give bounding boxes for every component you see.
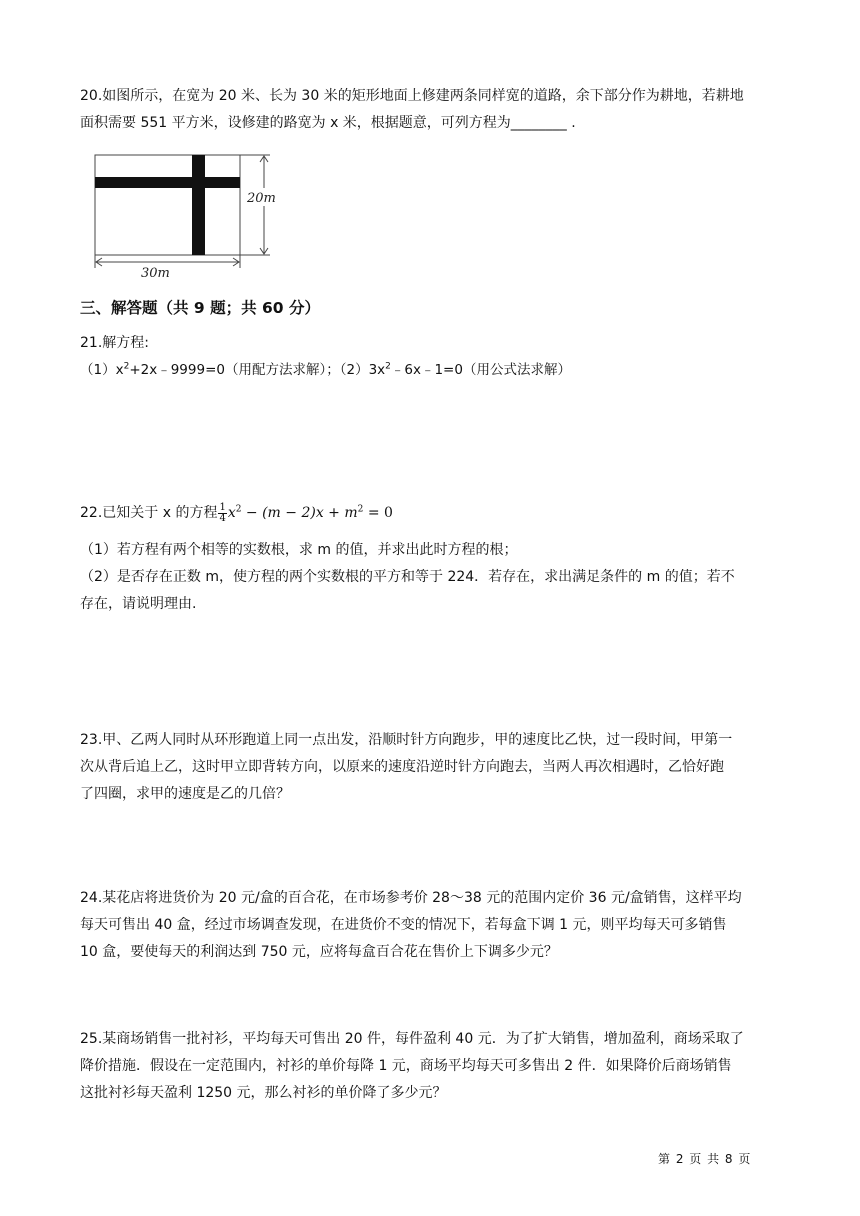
question-22-part-1: （1）若方程有两个相等的实数根，求 m 的值，并求出此时方程的根； (80, 542, 518, 558)
vertical-road (192, 155, 205, 255)
question-20-line-1: 20.如图所示，在宽为 20 米、长为 30 米的矩形地面上修建两条同样宽的道路，余下部分作为耕地，若耕地 (80, 88, 744, 104)
question-24-line-2: 每天可售出 40 盒，经过市场调查发现，在进货价不变的情况下，若每盒下调 1 元，则平均每天可多销售 (80, 917, 727, 933)
question-24-line-3: 10 盒，要使每天的利润达到 750 元，应将每盒百合花在售价上下调多少元？ (80, 944, 558, 960)
question-25-line-3: 这批衬衫每天盈利 1250 元，那么衬衫的单价降了多少元？ (80, 1085, 447, 1101)
eq-x: x (227, 505, 236, 521)
question-23-line-1: 23.甲、乙两人同时从环形跑道上同一点出发，沿顺时针方向跑步，甲的速度比乙快，过一段时间，甲第一 (80, 732, 733, 748)
question-25-line-1: 25.某商场销售一批衬衫，平均每天可售出 20 件，每件盈利 40 元．为了扩大销售，增加盈利，商场采取了 (80, 1031, 744, 1047)
page-footer: 第 2 页 共 8 页 (658, 1152, 752, 1166)
road-rectangle-figure (88, 150, 288, 280)
question-21-intro: 21.解方程: (80, 335, 149, 351)
q21-part1-sup: 2 (123, 361, 130, 372)
eq-sup-2: 2 (357, 504, 364, 515)
question-22-equation (217, 501, 393, 524)
width-label: 30m (141, 266, 170, 280)
question-25-line-2: 降价措施．假设在一定范围内，衬衫的单价每降 1 元，商场平均每天可多售出 2 件．如果降价后商场销售 (80, 1058, 732, 1074)
question-22-parts (80, 537, 780, 618)
question-22 (80, 500, 780, 527)
horizontal-road (95, 177, 240, 188)
q21-part1-rest: +2x﹣9999=0（用配方法求解）；（2）3x (129, 362, 386, 378)
q21-part1-prefix: （1）x (80, 362, 124, 378)
eq-middle: − (m − 2)x + m (241, 505, 358, 521)
eq-sup-1: 2 (235, 504, 242, 515)
question-24-line-1: 24.某花店将进货价为 20 元/盒的百合花，在市场参考价 28～38 元的范围内定价 36 元/盒销售，这样平均 (80, 890, 742, 906)
question-20-line-2: 面积需要 551 平方米，设修建的路宽为 x 米，根据题意，可列方程为________ . (80, 115, 576, 131)
field-rectangle (95, 155, 240, 255)
section-3-heading: 三、解答题（共 9 题；共 60 分） (80, 299, 320, 317)
question-24 (80, 885, 780, 966)
question-22-part-2-line-2: 存在，请说明理由. (80, 596, 197, 612)
question-22-intro-line (80, 500, 780, 527)
question-20 (80, 83, 780, 137)
question-23 (80, 727, 780, 808)
question-23-line-3: 了四圈，求甲的速度是乙的几倍？ (80, 786, 290, 802)
fraction-denominator: 4 (219, 512, 226, 524)
question-25 (80, 1026, 780, 1107)
question-22-intro: 22.已知关于 x 的方程 (80, 505, 218, 521)
q21-part2-rest: ﹣6x﹣1=0（用公式法求解） (390, 362, 571, 378)
question-21 (80, 330, 780, 384)
q21-part2-sup: 2 (385, 361, 391, 372)
eq-end: = 0 (363, 505, 393, 521)
question-23-line-2: 次从背后追上乙，这时甲立即背转方向，以原来的速度沿逆时针方向跑去，当两人再次相遇时，乙恰好跑 (80, 759, 724, 775)
equation-fraction (218, 503, 226, 524)
question-21-parts (80, 357, 780, 384)
height-label: 20m (247, 191, 276, 206)
fraction-numerator: 1 (219, 501, 226, 513)
question-22-part-2-line-1: （2）是否存在正数 m，使方程的两个实数根的平方和等于 224．若存在，求出满足条件的 m 的值；若不 (80, 569, 735, 585)
